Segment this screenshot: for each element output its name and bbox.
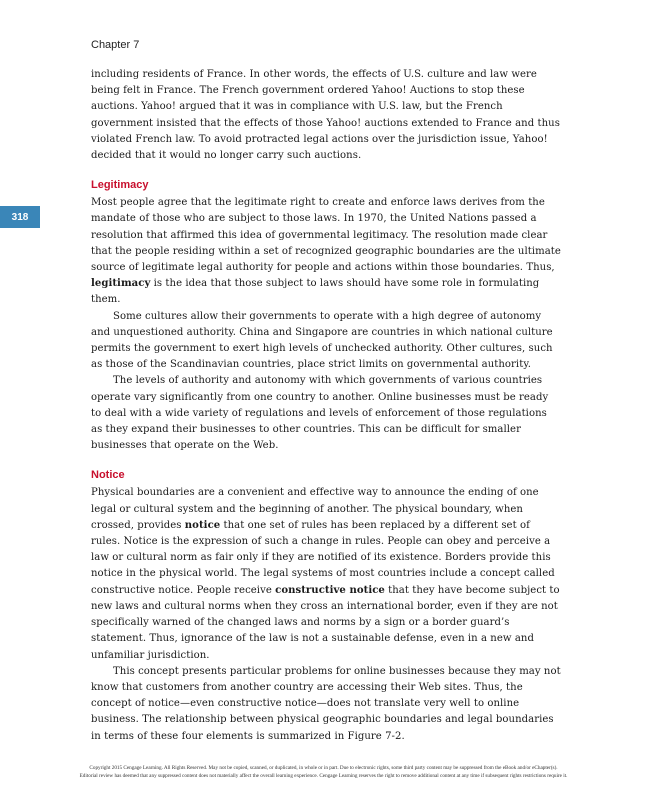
legitimacy-paragraph-1 <box>91 195 561 308</box>
notice-paragraph-1 <box>91 485 561 663</box>
notice-paragraph-2: This concept presents particular problems for online businesses because they may not know that customers from another country are accessing their Web sites. Thus, the concept of notice—even constructive notice—does not translate very well to online business. The relationship between physical geographic boundaries and legal boundaries in terms of these four elements is summarized in Figure 7-2. <box>91 665 561 742</box>
legitimacy-paragraph-3: The levels of authority and autonomy with which governments of various countries operate vary significantly from one country to another. Online businesses must be ready to deal with a wide variety of regulations and levels of enforcement of those regulations as they expand their businesses to other countries. This can be difficult for smaller businesses that operate on the Web. <box>91 375 549 452</box>
copyright-line-1: Copyright 2015 Cengage Learning. All Rights Reserved. May not be copied, scanned, or duplicated, in whole or in part. Due to electronic rights, some third party content may be suppressed from the eBook and/or eChapter(s). <box>89 765 558 771</box>
legitimacy-heading: Legitimacy <box>91 179 149 192</box>
page-number-tab <box>0 206 40 228</box>
key-term-notice: notice <box>184 519 221 531</box>
page-number: 318 <box>11 211 29 223</box>
key-term-constructive-notice: constructive notice <box>275 584 385 596</box>
notice-heading: Notice <box>91 469 125 482</box>
text-run: is the idea that those subject to laws should have some role in formulating them. <box>91 278 540 306</box>
text-run: that they have become subject to new laws and cultural norms when they cross an international border, even if they are not specifically warned of the changed laws and norms by a sign or a border guard’s statement. Thus, ignorance of the law is not a sustainable defense, even in a new and unfamiliar jurisdiction. <box>91 584 560 661</box>
page-body <box>91 67 561 745</box>
text-run: that one set of rules has been replaced by a different set of rules. Notice is the expression of such a change in rules. People can obey and perceive a law or cultural norm as fair only if they are notified of its existence. Borders provide this notice in the physical world. The legal systems of most countries include a concept called constructive notice. People receive <box>91 519 555 596</box>
chapter-header: Chapter 7 <box>91 39 140 51</box>
text-run: Physical boundaries are a convenient and effective way to announce the ending of one legal or cultural system and the beginning of another. The physical boundary, when crossed, provides <box>91 487 539 531</box>
key-term-legitimacy: legitimacy <box>91 278 151 290</box>
copyright-footer <box>0 764 647 780</box>
legitimacy-paragraph-2: Some cultures allow their governments to operate with a high degree of autonomy and unquestioned authority. China and Singapore are countries in which national culture permits the government to exert high levels of unchecked authority. Other cultures, such as those of the Scandinavian countries, place strict limits on governmental authority. <box>91 310 553 371</box>
copyright-line-2: Editorial review has deemed that any suppressed content does not materially affect the overall learning experience. Cengage Learning reserves the right to remove additional content at any time if subsequent rights restrictions require it. <box>79 773 568 779</box>
intro-paragraph: including residents of France. In other words, the effects of U.S. culture and law were being felt in France. The French government ordered Yahoo! Auctions to stop these auctions. Yahoo! argued that it was in compliance with U.S. law, but the French government insisted that the effects of those Yahoo! auctions extended to France and thus violated French law. To avoid protracted legal actions over the jurisdiction issue, Yahoo! decided that it would no longer carry such auctions. <box>91 69 560 162</box>
text-run: Most people agree that the legitimate right to create and enforce laws derives from the mandate of those who are subject to those laws. In 1970, the United Nations passed a resolution that affirmed this idea of governmental legitimacy. The resolution made clear that the people residing within a set of recognized geographic boundaries are the ultimate source of legitimate legal authority for people and actions within those boundaries. Thus, <box>91 197 561 274</box>
